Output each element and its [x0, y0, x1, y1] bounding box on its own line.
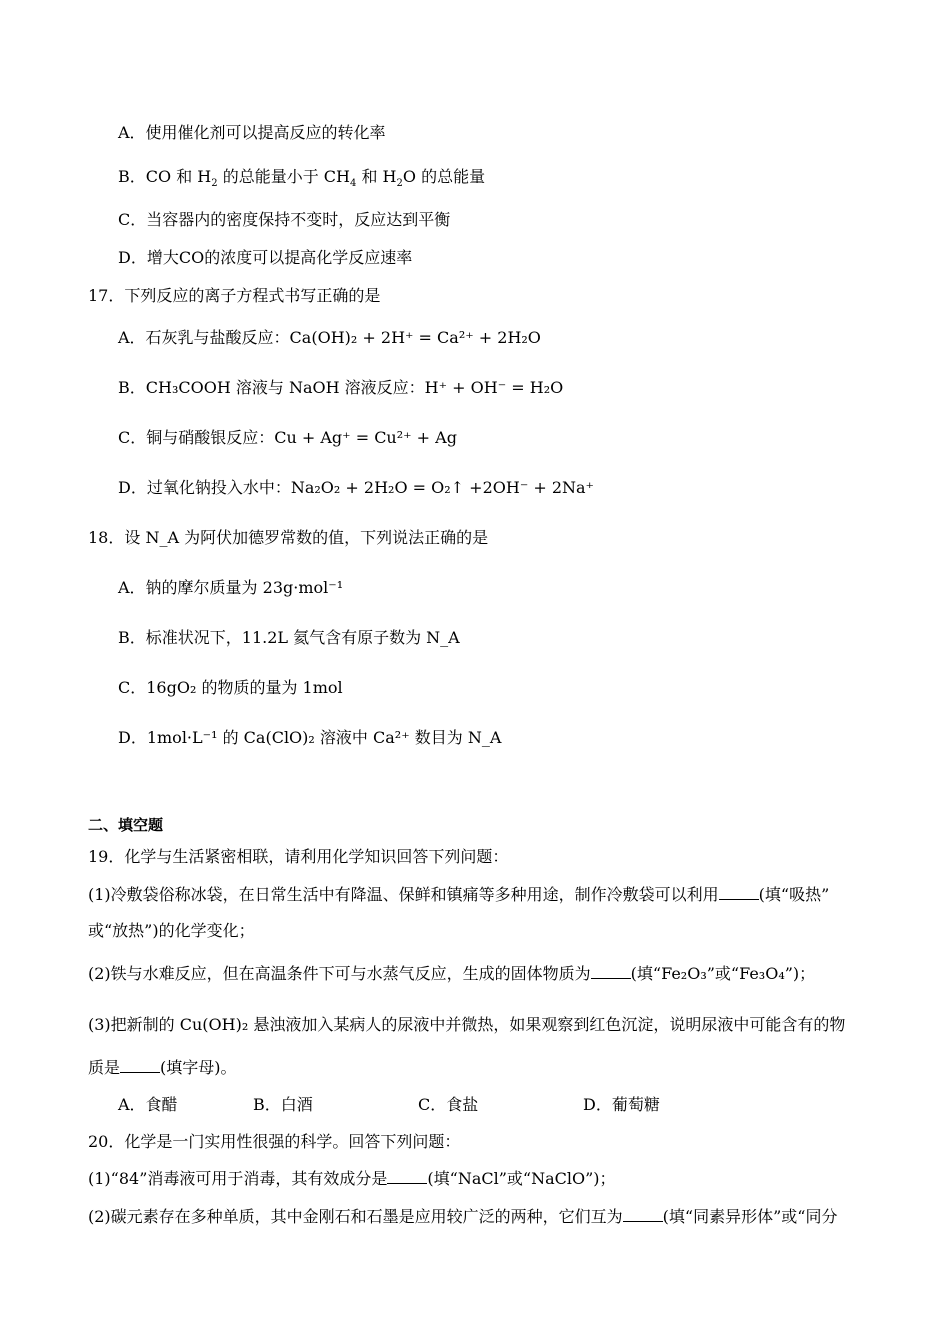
q18-option-d: D．1mol·L⁻¹ 的 Ca(ClO)₂ 溶液中 Ca²⁺ 数目为 N_A [118, 728, 502, 747]
q16-option-b [118, 166, 485, 188]
q19-choice-a: A．食醋 [118, 1095, 178, 1114]
q19-part1-text: (1)冷敷袋俗称冰袋，在日常生活中有降温、保鲜和镇痛等多种用途，制作冷敷袋可以利用 [88, 885, 719, 904]
q19-part2 [88, 963, 815, 985]
subscript: 4 [350, 178, 357, 190]
q20-part2-text: (2)碳元素存在多种单质，其中金刚石和石墨是应用较广泛的两种，它们互为 [88, 1207, 623, 1226]
q16-option-c: C．当容器内的密度保持不变时，反应达到平衡 [118, 210, 451, 229]
answer-blank[interactable] [387, 1169, 427, 1184]
q19-part3-line1: (3)把新制的 Cu(OH)₂ 悬浊液加入某病人的尿液中并微热，如果观察到红色沉淀，说明尿液中可能含有的物 [88, 1015, 846, 1034]
q18-option-a: A．钠的摩尔质量为 23g·mol⁻¹ [118, 578, 344, 597]
q16-option-b-text: 和 H [356, 167, 397, 186]
q19-part2-text: (填“Fe₂O₃”或“Fe₃O₄”)； [630, 964, 816, 983]
q20-part2-text: (填“同素异形体”或“同分 [662, 1207, 838, 1226]
q18-option-c: C．16gO₂ 的物质的量为 1mol [118, 678, 343, 697]
answer-blank[interactable] [623, 1207, 663, 1222]
answer-blank[interactable] [719, 885, 759, 900]
q16-option-b-text: B．CO 和 H [118, 167, 212, 186]
q19-part1-line2: 或“放热”)的化学变化； [88, 921, 255, 940]
q16-option-a: A．使用催化剂可以提高反应的转化率 [118, 123, 386, 142]
q17-option-b: B．CH₃COOH 溶液与 NaOH 溶液反应：H⁺ + OH⁻ = H₂O [118, 378, 564, 397]
q19-part3-text: (填字母)。 [160, 1058, 237, 1077]
q19-part1-text: (填“吸热” [758, 885, 830, 904]
subscript: 2 [211, 178, 218, 190]
q19-choice-b: B．白酒 [253, 1095, 313, 1114]
q17-option-c: C．铜与硝酸银反应：Cu + Ag⁺ = Cu²⁺ + Ag [118, 428, 457, 447]
q19-choice-d: D．葡萄糖 [583, 1095, 660, 1114]
q16-option-b-text: 的总能量小于 CH [217, 167, 350, 186]
q18-stem: 18．设 N_A 为阿伏加德罗常数的值，下列说法正确的是 [88, 528, 489, 547]
q16-option-b-text: O 的总能量 [402, 167, 486, 186]
q19-part3-text: 质是 [88, 1058, 121, 1077]
q17-option-a: A．石灰乳与盐酸反应：Ca(OH)₂ + 2H⁺ = Ca²⁺ + 2H₂O [118, 328, 541, 347]
q19-part2-text: (2)铁与水难反应，但在高温条件下可与水蒸气反应，生成的固体物质为 [88, 964, 591, 983]
subscript: 2 [396, 178, 403, 190]
answer-blank[interactable] [591, 964, 631, 979]
q17-option-d: D．过氧化钠投入水中：Na₂O₂ + 2H₂O = O₂↑ +2OH⁻ + 2Na⁺ [118, 478, 595, 497]
q20-part1-text: (填“NaCl”或“NaClO”)； [427, 1169, 616, 1188]
q20-part1-text: (1)“84”消毒液可用于消毒，其有效成分是 [88, 1169, 388, 1188]
answer-blank[interactable] [120, 1058, 160, 1073]
q19-choice-c: C．食盐 [418, 1095, 479, 1114]
q17-stem: 17．下列反应的离子方程式书写正确的是 [88, 286, 381, 305]
q19-stem: 19．化学与生活紧密相联，请利用化学知识回答下列问题： [88, 847, 509, 866]
q19-part1-line1 [88, 884, 829, 906]
q16-option-d: D．增大CO的浓度可以提高化学反应速率 [118, 248, 413, 267]
q18-option-b: B．标准状况下，11.2L 氦气含有原子数为 N_A [118, 628, 460, 647]
q19-part3-line2 [88, 1057, 237, 1079]
q20-part2 [88, 1206, 837, 1228]
q20-part1 [88, 1168, 616, 1190]
q20-stem: 20．化学是一门实用性很强的科学。回答下列问题： [88, 1132, 461, 1151]
section-heading: 二、填空题 [88, 816, 164, 834]
